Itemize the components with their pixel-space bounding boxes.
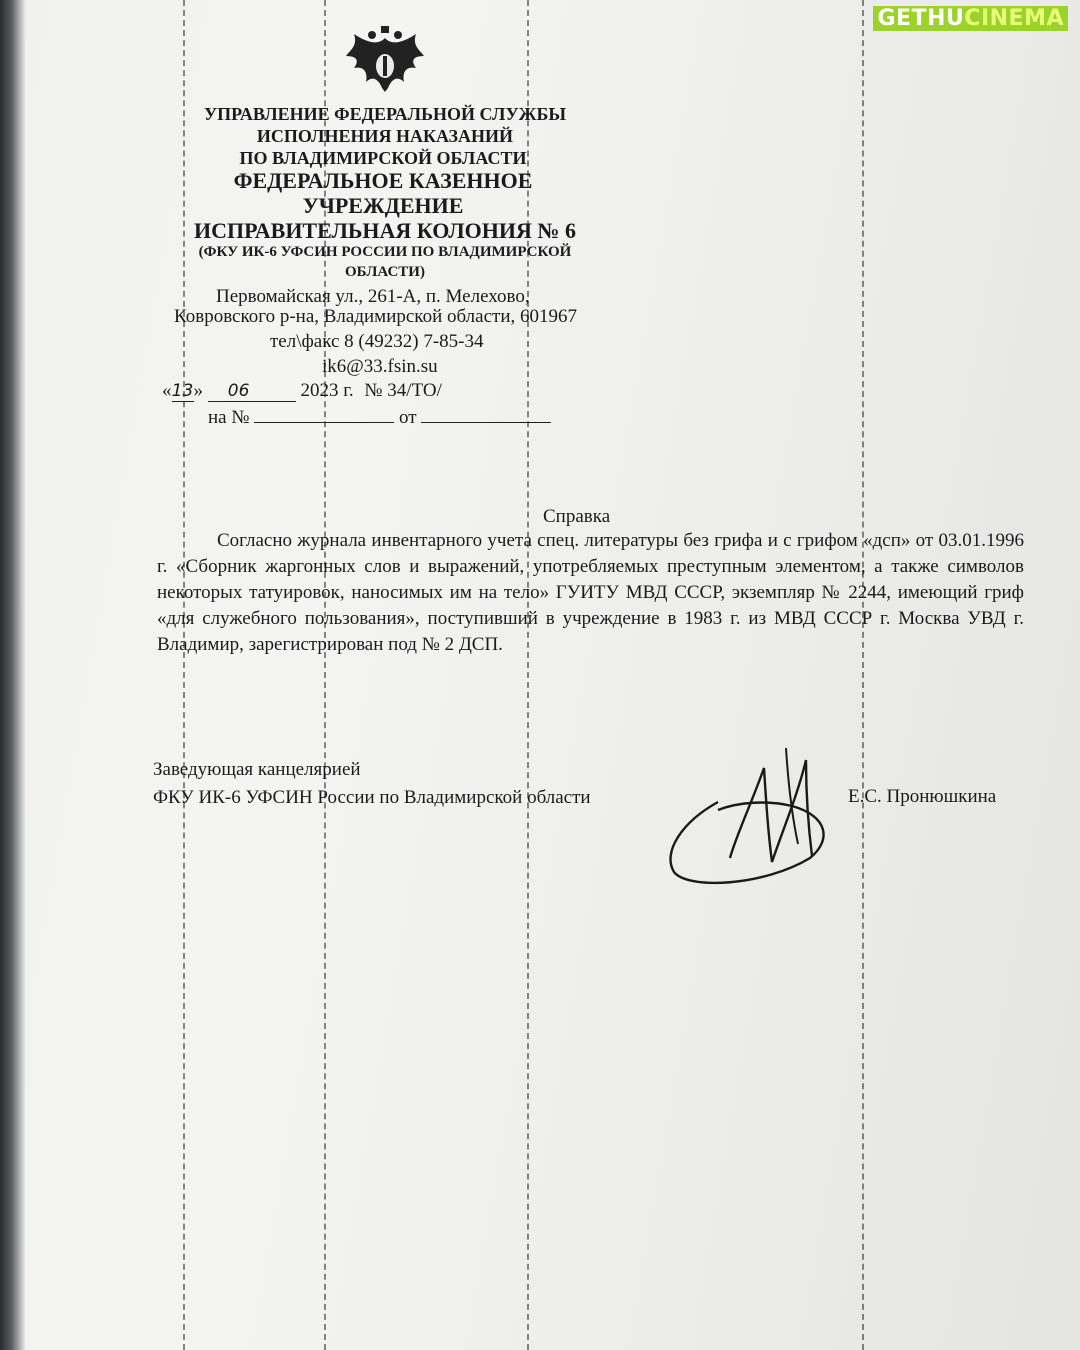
header-line: ФЕДЕРАЛЬНОЕ КАЗЕННОЕ [233,168,533,193]
date-year: 2023 г. [300,380,354,401]
reference-from-label: от [398,407,417,428]
document-number: № 34/ТО/ [364,380,442,401]
header-line: ПО ВЛАДИМИРСКОЙ ОБЛАСТИ [239,148,527,168]
header-line: ОБЛАСТИ) [345,264,425,280]
email: ik6@33.fsin.su [322,356,438,377]
fold-line [862,0,864,1350]
signer-name: Е.С. Пронюшкина [848,786,997,807]
header-line: УПРАВЛЕНИЕ ФЕДЕРАЛЬНОЙ СЛУЖБЫ [203,104,567,124]
address-line: Ковровского р-на, Владимирской области, 601967 [174,306,577,327]
watermark-text: GETHU [877,6,965,31]
signer-position [153,756,591,812]
header-line: (ФКУ ИК-6 УФСИН РОССИИ ПО ВЛАДИМИРСКОЙ [198,244,572,260]
date-quote: » [193,380,203,401]
reference-line [208,406,551,429]
reference-label: на № [208,407,250,428]
date-month: 06 [208,381,296,402]
header-line: ИСПОЛНЕНИЯ НАКАЗАНИЙ [256,126,514,146]
reference-number-blank [254,406,394,423]
signer-position-line: Заведующая канцелярией [153,759,361,780]
document-date-line [162,380,442,402]
document-body: Согласно журнала инвентарного учета спец. литературы без грифа и с грифом «дсп» от 03.01.1996 г. «Сборник жаргонных слов и выражений, употребляемых преступным элементом, а также символов некоторых татуировок, наносимых им на тело» ГУИТУ МВД СССР, экземпляр № 2244, имеющий гриф «для служебного пользования», поступивший в учреждение в 1983 г. из МВД СССР г. Москва УВД г. Владимир, зарегистрирован под № 2 ДСП. [157,530,1024,655]
date-day: 13 [171,381,194,401]
header-line: ИСПРАВИТЕЛЬНАЯ КОЛОНИЯ № 6 [194,218,576,243]
watermark-logo [873,6,1068,31]
address-line: Первомайская ул., 261-А, п. Мелехово, [216,286,530,307]
document-title: Справка [543,506,611,527]
header-line: УЧРЕЖДЕНИЕ [302,193,464,218]
signer-position-line: ФКУ ИК-6 УФСИН России по Владимирской области [153,787,591,808]
date-quote: « [162,380,172,401]
handwritten-signature [660,740,830,890]
double-headed-eagle-emblem-icon [342,26,428,96]
watermark-text: CINEMA [964,6,1064,31]
reference-date-blank [421,406,551,423]
phone-fax: тел\факс 8 (49232) 7-85-34 [270,331,484,352]
